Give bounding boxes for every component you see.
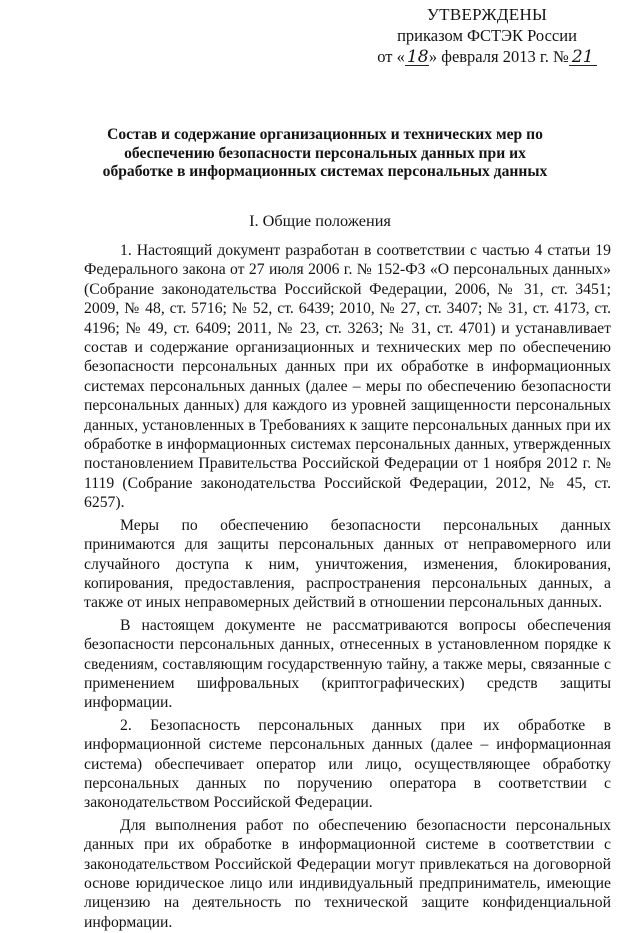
approval-date-prefix: от «: [377, 47, 405, 66]
paragraph-1: 1. Настоящий документ разработан в соответствии с частью 4 статьи 19 Федерального закона от 27 июля 2006 г. № 152-ФЗ «О персональных данных» (Собрание законодательства Российской Федерации, 2006, № 31, ст. 3451; 2009, № 48, ст. 5716; № 52, ст. 6439; 2010, № 27, ст. 3407; № 31, ст. 4173, ст. 4196; № 49, ст. 6409; 2011, № 23, ст. 3263; № 31, ст. 4701) и устанавливает состав и содержание организационных и технических мер по обеспечению безопасности персональных данных при их обработке в информационных системах персональных данных (далее – меры по обеспечению безопасности персональных данных) для каждого из уровней защищенности персональных данных, установленных в Требованиях к защите персональных данных при их обработке в информационных системах персональных данных, утвержденных постановлением Правительства Российской Федерации от 1 ноября 2012 г. № 1119 (Собрание законодательства Российской Федерации, 2012, № 45, ст. 6257).: [84, 242, 611, 512]
document-body: [84, 241, 611, 933]
approval-title: УТВЕРЖДЕНЫ: [426, 5, 548, 24]
approval-date-line: [362, 46, 612, 67]
paragraph-3: В настоящем документе не рассматриваются вопросы обеспечения безопасности персональных данных, отнесенных в установленном порядке к сведениям, составляющим государственную тайну, а также меры, связанные с применением шифровальных (криптографических) средств защиты информации.: [84, 616, 611, 712]
paragraph-2: Меры по обеспечению безопасности персональных данных принимаются для защиты персональных данных от неправомерного или случайного доступа к ним, уничтожения, изменения, блокирования, копирования, предоставления, распространения персональных данных, а также от иных неправомерных действий в отношении персональных данных.: [84, 516, 611, 612]
paragraph-4: 2. Безопасность персональных данных при их обработке в информационной системе персональных данных (далее – информационная система) обеспечивает оператор или лицо, осуществляющее обработку персональных данных по поручению оператора в соответствии с законодательством Российской Федерации.: [84, 716, 611, 812]
section-heading: I. Общие положения: [249, 211, 391, 230]
approval-order-line: приказом ФСТЭК России: [397, 26, 577, 45]
approval-date-suffix: » февраля 2013 г. №: [428, 47, 569, 66]
approval-stamp: [362, 4, 612, 67]
document-title: Состав и содержание организационных и технических мер по обеспечению безопасности персональных данных при их обработке в информационных системах персональных данных: [102, 126, 548, 180]
paragraph-5: Для выполнения работ по обеспечению безопасности персональных данных при их обработке в информационной системе в соответствии с законодательством Российской Федерации могут привлекаться на договорной основе юридическое лицо или индивидуальный предприниматель, имеющие лицензию на деятельность по технической защите конфиденциальной информации.: [84, 816, 611, 931]
approval-order-number: 21: [569, 50, 597, 66]
approval-date-day: 18: [406, 47, 429, 67]
